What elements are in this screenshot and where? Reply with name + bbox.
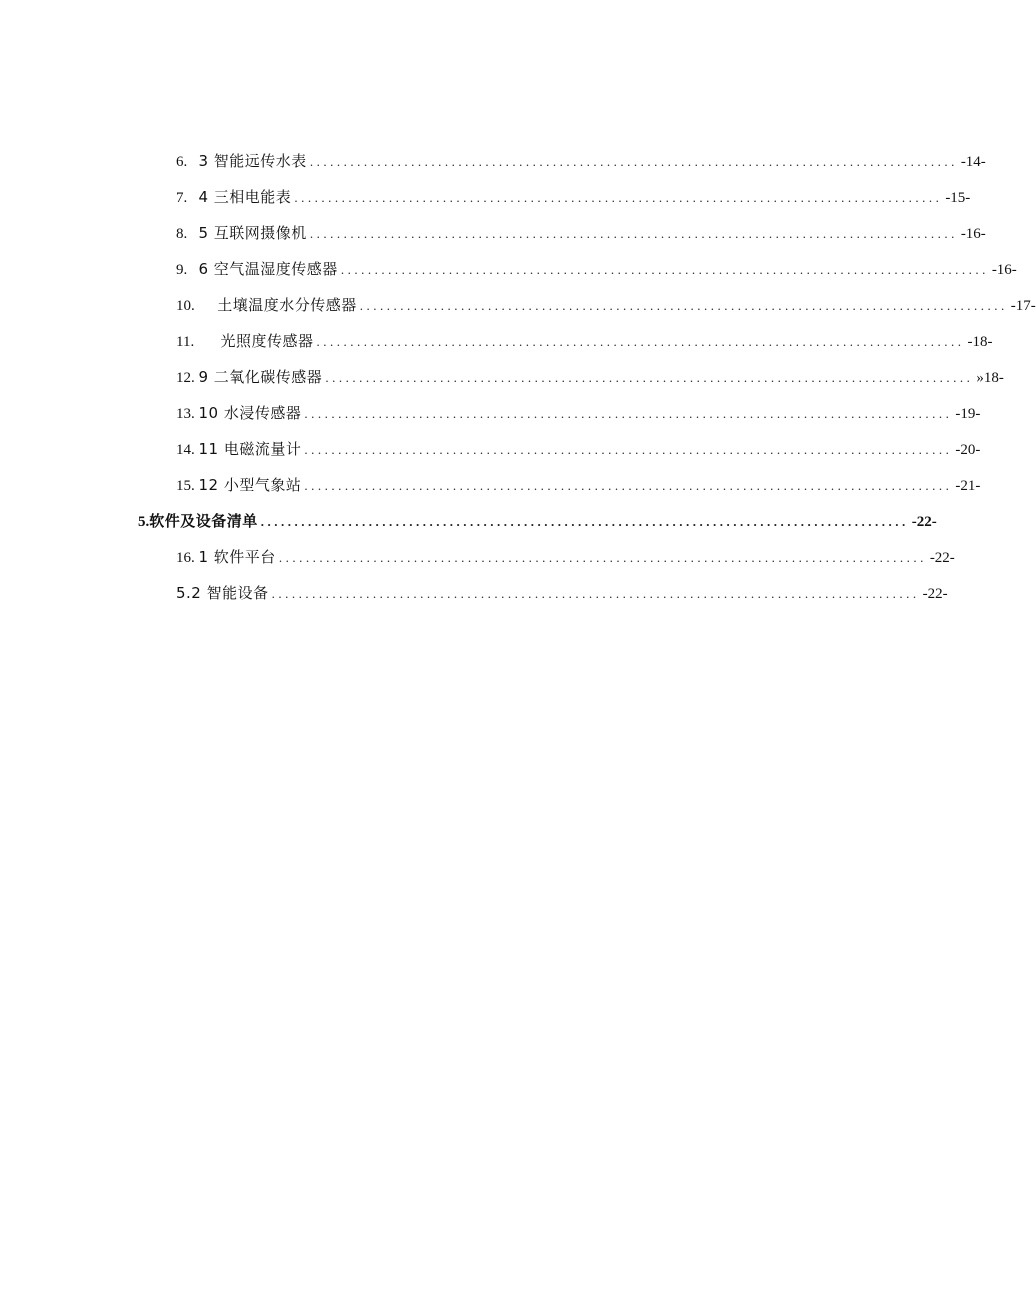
toc-entry-number: 16. [176,550,195,566]
toc-entry[interactable] [176,547,955,569]
toc-dot-leader: ................................................................................................ [304,442,953,457]
toc-dot-leader: ................................................................................................ [260,514,909,529]
toc-dot-leader: ................................................................................................ [278,550,927,565]
toc-entry-title: 10 水浸传感器 [198,404,302,422]
toc-entry[interactable] [176,331,993,353]
toc-entry-number: 8. [176,226,188,242]
toc-dot-leader: ................................................................................................ [304,406,953,421]
toc-entry-number: 5. [138,514,150,530]
toc-entry-page: -16- [960,226,986,242]
toc-dot-leader: ................................................................................................ [316,334,965,349]
toc-entry-number: 14. [176,442,195,458]
toc-dot-leader: ................................................................................................ [340,262,989,277]
toc-entry-number: 9. [176,262,188,278]
toc-entry-title: 5.2 智能设备 [176,584,269,602]
toc-dot-leader: ................................................................................................ [359,298,1008,313]
toc-entry-number: 11. [176,334,195,350]
toc-entry-title: 9 二氧化碳传感器 [198,368,323,386]
toc-entry-title: 光照度传感器 [220,332,314,350]
toc-entry-number: 13. [176,406,195,422]
toc-entry-page: -14- [960,154,986,170]
toc-entry-page: -20- [955,442,981,458]
toc-entry-title: 5 互联网摄像机 [198,224,307,242]
toc-entry[interactable] [176,583,948,605]
toc-entry-page: -22- [911,514,937,530]
toc-dot-leader: ................................................................................................ [309,226,958,241]
toc-entry-page: -16- [991,262,1017,278]
toc-entry[interactable] [176,439,981,461]
toc-entry[interactable] [176,151,986,173]
toc-entry-page: -22- [929,550,955,566]
toc-dot-leader: ................................................................................................ [309,154,958,169]
toc-dot-leader: ................................................................................................ [304,478,953,493]
toc-entry-title: 1 软件平台 [198,548,276,566]
toc-entry-title: 12 小型气象站 [198,476,302,494]
toc-entry-title: 3 智能远传水表 [198,152,307,170]
toc-entry-page: -17- [1010,298,1036,314]
toc-entry-number: 6. [176,154,188,170]
toc-entry[interactable] [176,187,971,209]
toc-entry-title: 6 空气温湿度传感器 [198,260,338,278]
toc-entry-title: 4 三相电能表 [198,188,292,206]
toc-entry-number: 10. [176,298,195,314]
toc-entry-number: 7. [176,190,188,206]
toc-entry-number: 12. [176,370,195,386]
toc-dot-leader: ................................................................................................ [294,190,943,205]
toc-entry-number: 15. [176,478,195,494]
toc-entry-title: 软件及设备清单 [149,512,258,530]
toc-entry-page: -22- [922,586,948,602]
toc-entry-title: 土壤温度水分传感器 [217,296,357,314]
toc-entry[interactable] [176,367,1004,389]
toc-dot-leader: ................................................................................................ [325,370,974,385]
toc-entry-page: -19- [955,406,981,422]
toc-entry[interactable] [176,403,981,425]
toc-dot-leader: ................................................................................................ [271,586,920,601]
toc-entry[interactable] [176,295,1036,317]
toc-chapter-entry[interactable] [138,511,937,533]
toc-entry-title: 11 电磁流量计 [198,440,302,458]
toc-entry[interactable] [176,259,1017,281]
toc-entry-page: »18- [976,370,1004,386]
toc-entry-page: -21- [955,478,981,494]
toc-entry[interactable] [176,223,986,245]
toc-entry[interactable] [176,475,981,497]
toc-entry-page: -18- [967,334,993,350]
toc-entry-page: -15- [945,190,971,206]
